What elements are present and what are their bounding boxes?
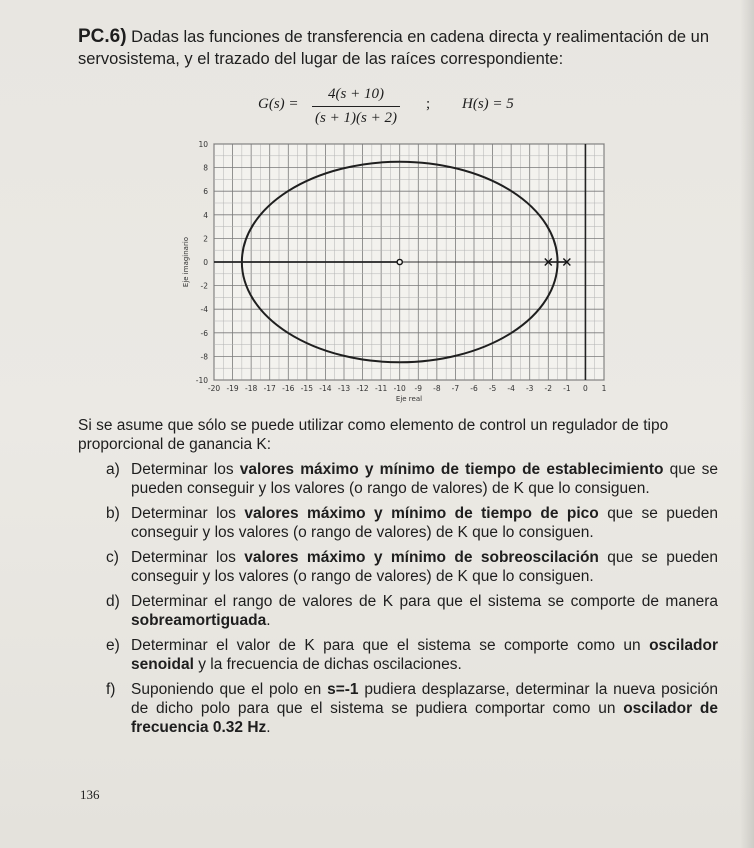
question-letter: d) [106, 593, 120, 610]
intro-paragraph: Si se asume que sólo se puede utilizar como elemento de control un regulador de tipo proporcional de ganancia K: [78, 417, 669, 453]
x-tick-label: -1 [563, 384, 571, 393]
question-text-post: . [266, 612, 271, 629]
h-function: H(s) = 5 [462, 96, 514, 112]
question-text-post: pudiera desplazarse, determinar la nueva posición de dicho polo para que el sistema se pudiera comportar como un [131, 681, 719, 717]
question-item [78, 592, 718, 630]
question-text-bold: valores máximo y mínimo de tiempo de pico [244, 505, 599, 522]
question-text-pre: Determinar los [131, 549, 245, 566]
x-tick-label: -11 [375, 384, 388, 393]
x-tick-label: -15 [300, 384, 313, 393]
question-item [78, 548, 718, 586]
y-tick-label: 4 [203, 210, 208, 220]
formula-separator: ; [426, 96, 431, 112]
root-locus-svg [176, 134, 616, 418]
question-text-bold: valores máximo y mínimo de tiempo de establecimiento [239, 461, 664, 478]
y-tick-label: 6 [203, 187, 208, 197]
question-letter: e) [106, 637, 120, 654]
y-tick-label: -2 [200, 281, 208, 291]
problem-statement: Dadas las funciones de transferencia en cadena directa y realimentación de un servosistema, y el trazado del lugar de las raíces correspondiente: [78, 28, 710, 68]
x-tick-label: -6 [470, 384, 478, 393]
y-tick-label: 10 [198, 140, 208, 149]
x-tick-label: -7 [451, 384, 460, 393]
question-text-bold: oscilador senoidal [131, 637, 718, 673]
x-tick-label: -19 [226, 384, 239, 393]
question-letter: b) [106, 505, 120, 522]
y-tick-label: -10 [195, 376, 208, 385]
x-tick-label: -2 [544, 384, 553, 393]
question-item [78, 504, 718, 542]
question-text-pre: Suponiendo que el polo en [131, 681, 328, 698]
x-tick-label: -14 [319, 384, 332, 393]
question-letter: c) [106, 549, 119, 566]
question-letter: f) [106, 681, 116, 698]
page-edge-shadow [740, 0, 754, 848]
x-axis-label: Eje real [395, 395, 423, 403]
root-locus-chart [176, 134, 616, 418]
question-text-pre: Determinar los [131, 505, 245, 522]
problem-heading [78, 26, 718, 70]
x-tick-label: -16 [282, 384, 295, 393]
question-item [78, 636, 718, 674]
g-numerator: 4(s + 10) [328, 86, 384, 102]
question-text-post: y la frecuencia de dichas oscilaciones. [193, 656, 462, 673]
transfer-functions [258, 84, 558, 128]
g-function-label: G(s) = [258, 96, 299, 112]
x-tick-label: -3 [525, 384, 534, 393]
question-text-bold: sobreamortiguada [131, 612, 267, 629]
page-number: 136 [80, 787, 100, 802]
y-tick-label: 0 [203, 258, 208, 267]
question-text-bold: valores máximo y mínimo de sobreoscilación [244, 549, 599, 566]
x-tick-label: 1 [601, 384, 607, 393]
x-tick-label: -12 [356, 384, 369, 393]
y-tick-label: -6 [200, 328, 208, 338]
x-tick-label: -13 [337, 384, 351, 393]
x-tick-label: -17 [263, 384, 276, 393]
y-tick-label: 2 [203, 234, 208, 244]
x-tick-label: -8 [433, 384, 441, 393]
question-text-post: que se pueden conseguir y los valores (o rango de valores) de K que lo consiguen. [131, 505, 718, 541]
question-text-pre: Determinar el rango de valores de K para que el sistema se comporte de manera [131, 593, 718, 610]
x-tick-label: 0 [583, 384, 588, 393]
x-tick-label: -20 [207, 384, 221, 393]
question-text-pre: Determinar el valor de K para que el sistema se comporte como un [131, 637, 650, 654]
x-tick-label: -10 [393, 384, 406, 393]
question-text-post2: . [266, 719, 271, 736]
question-letter: a) [106, 461, 120, 478]
question-item [78, 460, 718, 498]
question-item [78, 680, 718, 737]
y-tick-label: 8 [203, 163, 208, 173]
x-tick-label: -5 [488, 384, 497, 393]
fraction-bar [312, 106, 400, 107]
question-text-post: que se pueden conseguir y los valores (o rango de valores) de K que lo consiguen. [131, 461, 718, 497]
question-text-pre: Determinar los [131, 461, 240, 478]
question-text-post: que se pueden conseguir y los valores (o rango de valores) de K que lo consiguen. [131, 549, 719, 585]
y-tick-label: -4 [200, 305, 208, 315]
question-text-bold2: oscilador de frecuencia 0.32 Hz [131, 700, 718, 736]
x-tick-label: -4 [507, 384, 515, 393]
zero-marker [397, 259, 402, 264]
y-axis-label: Eje imaginario [182, 236, 190, 288]
question-list [78, 460, 718, 737]
x-tick-label: -9 [414, 384, 423, 393]
problem-number: PC.6) [78, 26, 127, 47]
y-tick-label: -8 [200, 352, 208, 362]
question-text-bold: s=-1 [327, 681, 359, 698]
problem-body [78, 416, 718, 743]
g-denominator: (s + 1)(s + 2) [315, 110, 397, 126]
x-tick-label: -18 [245, 384, 258, 393]
